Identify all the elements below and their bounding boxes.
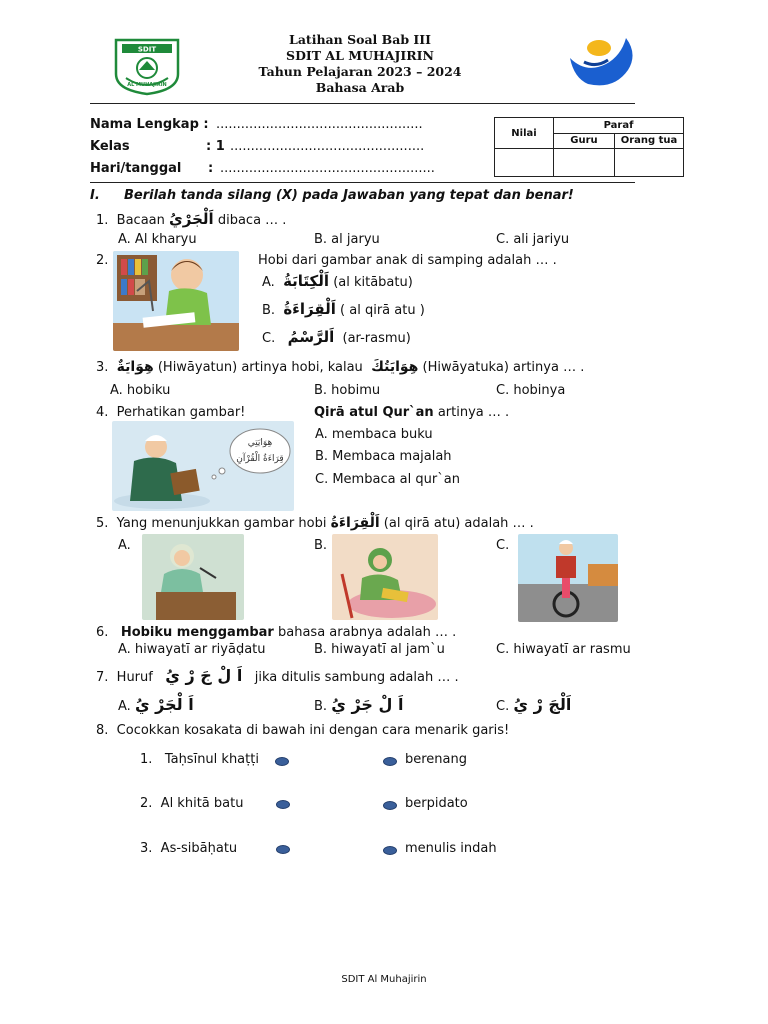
q8-right-item-2: berpidato <box>405 796 468 811</box>
q2-option-c[interactable]: C. اَلرَّسْمُ (ar-rasmu) <box>262 328 411 346</box>
q1-option-b[interactable]: B. al jaryu <box>314 232 380 247</box>
guru-cell[interactable] <box>554 149 615 177</box>
name-label: Nama Lengkap : <box>90 117 209 132</box>
q8-left-item-1: 1. Taḥsīnul khaṭṭi <box>140 752 259 767</box>
q3-option-b[interactable]: B. hobimu <box>314 383 381 398</box>
q4-option-c[interactable]: C. Membaca al qur`an <box>315 472 460 487</box>
nilai-header: Nilai <box>495 118 554 149</box>
q1-option-c[interactable]: C. ali jariyu <box>496 232 570 247</box>
brand-logo <box>566 34 636 92</box>
q2-option-b[interactable]: B. اَلْقِرَاءَةُ ( al qirā atu ) <box>262 300 425 318</box>
document-title: Latihan Soal Bab III SDIT AL MUHAJIRIN Tahun Pelajaran 2023 – 2024 Bahasa Arab <box>258 32 462 95</box>
q4-question-meaning: Qirā atul Qur`an artinya … . <box>314 405 510 420</box>
orang-tua-cell[interactable] <box>615 149 684 177</box>
q7-option-a[interactable]: A. اَ لْجَرْ يُ <box>118 695 194 714</box>
q5-question: 5. Yang menunjukkan gambar hobi اَلْقِرَاءَةُ (al qirā atu) adalah … . <box>96 515 534 531</box>
q8-right-dot-2[interactable] <box>383 801 397 810</box>
nilai-cell[interactable] <box>495 149 554 177</box>
q5-image-a-speech[interactable] <box>142 534 244 620</box>
q8-left-dot-1[interactable] <box>275 757 289 766</box>
class-label: Kelas <box>90 139 130 154</box>
q7-option-b[interactable]: B. اَ لْ جَرْ يُ <box>314 695 404 714</box>
q8-left-dot-3[interactable] <box>276 845 290 854</box>
class-value: : 1 <box>206 139 225 154</box>
q2-question: Hobi dari gambar anak di samping adalah … . <box>258 253 557 268</box>
q8-left-dot-2[interactable] <box>276 800 290 809</box>
q3-question: 3. هِوَايَةٌ (Hiwāyatun) artinya hobi, kalau هِوَايَتُكَ (Hiwāyatuka) artinya … . <box>96 359 585 375</box>
q5-image-c-cycling[interactable] <box>518 534 618 622</box>
school-logo <box>112 36 182 96</box>
q6-option-a[interactable]: A. hiwayatī ar riyāḍatu <box>118 642 266 657</box>
header-divider <box>90 103 635 104</box>
q8-left-item-3: 3. As-sibāḥatu <box>140 841 238 856</box>
svg-text:هِوَايَتِي: هِوَايَتِي <box>247 438 273 448</box>
day-field[interactable]: .................................................... <box>220 161 435 176</box>
q5-option-c-label[interactable]: C. <box>496 538 510 553</box>
q3-option-c[interactable]: C. hobinya <box>496 383 566 398</box>
q5-option-a-label[interactable]: A. <box>118 538 131 553</box>
q8-question: 8. Cocokkan kosakata di bawah ini dengan cara menarik garis! <box>96 723 510 738</box>
class-field[interactable]: ............................................... <box>230 139 425 154</box>
q5-option-b-label[interactable]: B. <box>314 538 328 553</box>
q8-right-item-1: berenang <box>405 752 468 767</box>
q6-option-b[interactable]: B. hiwayatī al jam`u <box>314 642 445 657</box>
guru-header: Guru <box>554 133 615 149</box>
section-instruction: Berilah tanda silang (X) pada Jawaban yang tepat dan benar! <box>124 188 574 203</box>
identity-divider <box>90 182 635 183</box>
q5-image-b-reading[interactable] <box>332 534 438 620</box>
paraf-header: Paraf <box>554 118 684 134</box>
q8-right-item-3: menulis indah <box>405 841 497 856</box>
q1-option-a[interactable]: A. Al kharyu <box>118 232 197 247</box>
q7-option-c[interactable]: C. اَلْجَ رْ يُ <box>496 695 572 714</box>
q8-left-item-2: 2. Al khitā batu <box>140 796 244 811</box>
q6-question: 6. Hobiku menggambar bahasa arabnya adalah … . <box>96 625 457 640</box>
q2-option-a[interactable]: A. اَلْكِتَابَةُ (al kitābatu) <box>262 272 413 290</box>
q4-option-a[interactable]: A. membaca buku <box>315 427 433 442</box>
name-field[interactable]: .................................................. <box>216 117 423 132</box>
svg-text:AL MUHAJIRIN: AL MUHAJIRIN <box>127 82 167 88</box>
q7-question: 7. Huruf اَ لْ جَ رْ يُ jika ditulis sambung adalah … . <box>96 666 459 685</box>
section-number: I. <box>90 188 100 203</box>
q8-right-dot-3[interactable] <box>383 846 397 855</box>
q3-option-a[interactable]: A. hobiku <box>110 383 171 398</box>
q6-option-c[interactable]: C. hiwayatī ar rasmu <box>496 642 631 657</box>
q4-option-b[interactable]: B. Membaca majalah <box>315 449 452 464</box>
day-label: Hari/tanggal <box>90 161 182 176</box>
q4-question: 4. Perhatikan gambar! <box>96 405 246 420</box>
orang-tua-header: Orang tua <box>615 133 684 149</box>
q2-image-child-studying <box>113 251 239 351</box>
q4-image-reading-quran <box>112 421 294 511</box>
day-colon: : <box>208 161 214 176</box>
logo-text: SDIT <box>137 45 157 54</box>
score-table <box>494 117 684 177</box>
q8-right-dot-1[interactable] <box>383 757 397 766</box>
page-footer: SDIT Al Muhajirin <box>341 974 427 985</box>
q1-question: 1. Bacaan اَلْجَرْيُ dibaca … . <box>96 210 287 228</box>
svg-text:قِرَاءَةُ الْقُرْآنِ: قِرَاءَةُ الْقُرْآنِ <box>236 454 284 464</box>
q2-number: 2. <box>96 253 109 268</box>
